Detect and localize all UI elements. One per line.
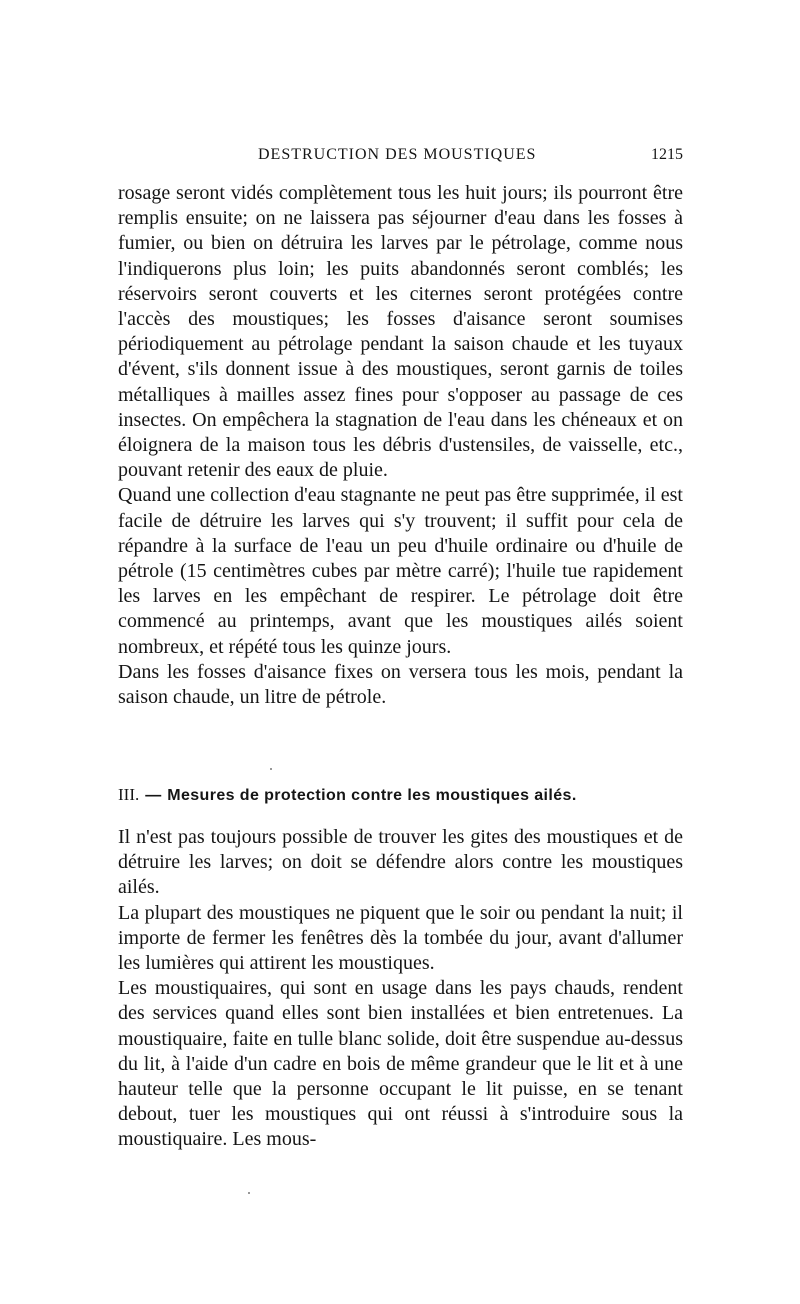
- text-block-top: [118, 181, 683, 710]
- page-number: 1215: [651, 146, 683, 163]
- running-head: [118, 146, 683, 168]
- text-block-bottom: [118, 825, 683, 1153]
- paragraph: La plupart des moustiques ne piquent que le soir ou pendant la nuit; il importe de fermer les fenêtres dès la tombée du jour, avant d'allumer les lumières qui attirent les moustiques.: [118, 901, 683, 975]
- paragraph: Il n'est pas toujours possible de trouver les gites des moustiques et de détruire les larves; on doit se défendre alors contre les moustiques ailés.: [118, 826, 683, 899]
- section-dash: —: [145, 787, 162, 804]
- section-title: Mesures de protection contre les moustiques ailés.: [167, 787, 577, 804]
- section-number: III.: [118, 785, 140, 804]
- print-speck: [248, 1192, 250, 1194]
- paragraph: Les moustiquaires, qui sont en usage dans les pays chauds, rendent des services quand elles sont bien installées et bien entretenues. La moustiquaire, faite en tulle blanc solide, doit être suspendue au-dessus du lit, à l'aide d'un cadre en bois de même grandeur que le lit et à une hauteur telle que la personne occupant le lit puisse, en se tenant debout, tuer les moustiques qui ont réussi à s'introduire sous la moustiquaire. Les mous-: [118, 977, 683, 1151]
- paragraph: Quand une collection d'eau stagnante ne peut pas être supprimée, il est facile de détruire les larves qui s'y trouvent; il suffit pour cela de répandre à la surface de l'eau un peu d'huile ordinaire ou d'huile de pétrole (15 centimètres cubes par mètre carré); l'huile tue rapidement les larves en les empêchant de respirer. Le pétrolage doit être commencé au printemps, avant que les moustiques ailés soient nombreux, et répété tous les quinze jours.: [118, 484, 683, 658]
- running-title: DESTRUCTION DES MOUSTIQUES: [258, 146, 537, 163]
- paragraph: rosage seront vidés complètement tous les huit jours; ils pourront être remplis ensuite; on ne laissera pas séjourner d'eau dans les fosses à fumier, ou bien on détruira les larves par le pétrolage, comme nous l'indiquerons plus loin; les puits abandonnés seront comblés; les réservoirs seront couverts et les citernes seront protégées contre l'accès des moustiques; les fosses d'aisance seront soumises périodiquement au pétrolage pendant la saison chaude et les tuyaux d'évent, s'ils donnent issue à des moustiques, seront garnis de toiles métalliques à mailles assez fines pour s'opposer au passage de ces insectes. On empêchera la stagnation de l'eau dans les chéneaux et on éloignera de la maison tous les débris d'ustensiles, de vaisselle, etc., pouvant retenir des eaux de pluie.: [118, 182, 683, 482]
- paragraph: Dans les fosses d'aisance fixes on versera tous les mois, pendant la saison chaude, un litre de pétrole.: [118, 660, 683, 709]
- section-heading: [118, 785, 683, 805]
- print-speck: [270, 768, 272, 770]
